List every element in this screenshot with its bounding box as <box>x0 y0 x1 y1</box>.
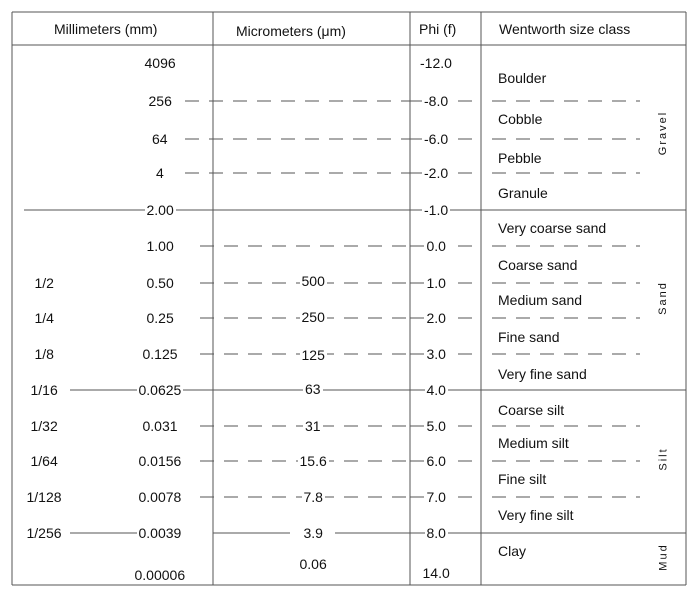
mm-value: 0.50 <box>146 275 174 291</box>
phi-value: -12.0 <box>420 55 452 71</box>
wentworth-class-label: Granule <box>498 185 548 201</box>
mm-value: 0.0039 <box>138 525 182 541</box>
mm-value: 0.031 <box>142 418 178 434</box>
phi-value: 7.0 <box>426 489 446 505</box>
fraction-label: 1/4 <box>34 310 54 326</box>
wentworth-class-label: Medium silt <box>498 435 569 451</box>
wentworth-class-label: Medium sand <box>498 292 583 308</box>
mm-value: 4 <box>156 165 164 181</box>
um-value: 0.06 <box>299 556 327 572</box>
phi-value: 14.0 <box>422 565 450 581</box>
phi-value: 0.0 <box>426 238 446 254</box>
wentworth-class-label: Boulder <box>498 70 547 86</box>
phi-value: -1.0 <box>424 202 449 218</box>
mm-value: 2.00 <box>146 202 174 218</box>
wentworth-class-label: Cobble <box>498 111 543 127</box>
phi-value: 1.0 <box>426 275 446 291</box>
um-value: 31 <box>305 418 321 434</box>
wentworth-class-label: Pebble <box>498 150 542 166</box>
mm-value: 1.00 <box>146 238 174 254</box>
fraction-label: 1/16 <box>30 382 58 398</box>
mm-value: 256 <box>148 93 172 109</box>
wentworth-class-label: Coarse silt <box>498 402 565 418</box>
header-phi: Phi (f) <box>419 21 457 37</box>
wentworth-group-label: Silt <box>657 447 670 471</box>
um-value: 3.9 <box>303 525 323 541</box>
wentworth-class-label: Very fine sand <box>498 366 587 382</box>
um-value: 7.8 <box>303 489 323 505</box>
wentworth-class-label: Very fine silt <box>498 507 574 523</box>
mm-value: 0.0078 <box>138 489 182 505</box>
phi-value: 2.0 <box>426 310 446 326</box>
mm-value: 64 <box>152 131 168 147</box>
wentworth-group-label: Sand <box>656 281 669 315</box>
phi-value: 3.0 <box>426 346 446 362</box>
phi-value: -8.0 <box>424 93 449 109</box>
phi-value: 5.0 <box>426 418 446 434</box>
fraction-label: 1/8 <box>34 346 54 362</box>
wentworth-group-label: Mud <box>657 543 670 571</box>
fraction-label: 1/256 <box>26 525 62 541</box>
mm-value: 0.00006 <box>134 567 186 583</box>
wentworth-class-label: Clay <box>498 543 527 559</box>
header-millimeters: Millimeters (mm) <box>54 21 158 37</box>
mm-value: 0.0625 <box>138 382 182 398</box>
um-value: 63 <box>305 381 321 397</box>
wentworth-class-label: Coarse sand <box>498 257 578 273</box>
wentworth-group-label: Gravel <box>657 110 670 156</box>
wentworth-class-label: Fine sand <box>498 329 560 345</box>
phi-value: 4.0 <box>426 382 446 398</box>
um-value: 15.6 <box>299 453 327 469</box>
phi-value: 6.0 <box>426 453 446 469</box>
phi-value: -2.0 <box>424 165 449 181</box>
phi-value: -6.0 <box>424 131 449 147</box>
phi-value: 8.0 <box>426 525 446 541</box>
mm-value: 0.0156 <box>138 453 182 469</box>
header-wentworth: Wentworth size class <box>499 21 631 37</box>
mm-value: 4096 <box>144 55 176 71</box>
fraction-label: 1/32 <box>30 418 58 434</box>
um-value: 250 <box>301 309 325 325</box>
mm-value: 0.25 <box>146 310 174 326</box>
header-micrometers: Micrometers (μm) <box>236 23 346 39</box>
wentworth-class-label: Fine silt <box>498 471 547 487</box>
um-value: 125 <box>301 347 325 363</box>
um-value: 500 <box>301 273 325 289</box>
fraction-label: 1/128 <box>26 489 62 505</box>
wentworth-class-label: Very coarse sand <box>498 220 607 236</box>
mm-value: 0.125 <box>142 346 178 362</box>
fraction-label: 1/64 <box>30 453 58 469</box>
fraction-label: 1/2 <box>34 275 54 291</box>
